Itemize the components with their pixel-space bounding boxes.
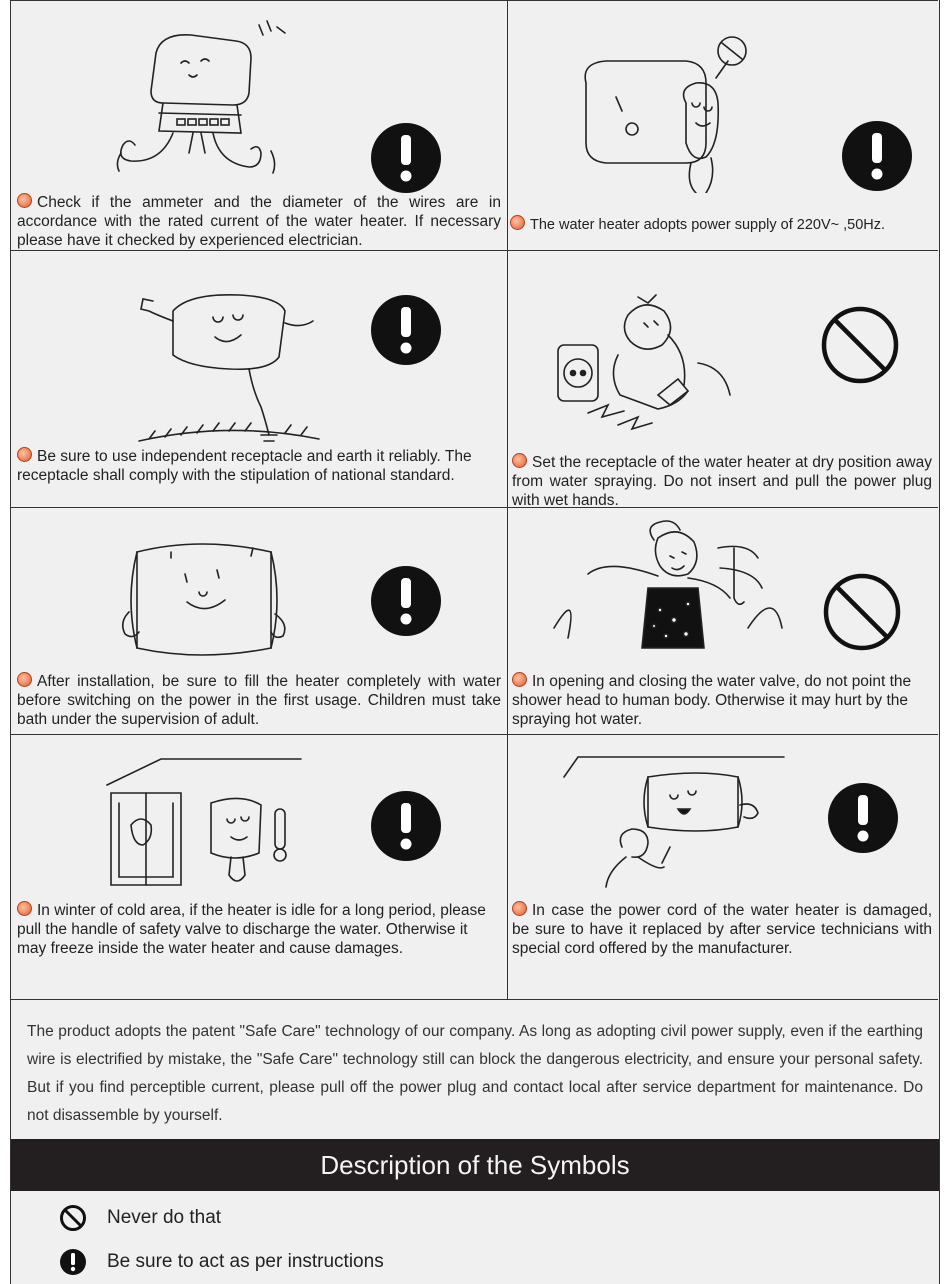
- symbols-section-title: Description of the Symbols: [11, 1139, 939, 1191]
- prohibited-icon: [59, 1204, 87, 1232]
- safety-cell-shower: [508, 508, 938, 735]
- safety-caption: Check if the ammeter and the diameter of the wires are in accordance with the rated current of the water heater. If necessary please have it checked by experienced electrician.: [17, 194, 501, 249]
- heater-earth-illustration: [129, 271, 329, 451]
- prohibited-icon: [822, 572, 902, 652]
- bullet-icon: [17, 901, 32, 916]
- safe-care-notice: The product adopts the patent "Safe Care" technology of our company. As long as adopting civil power supply, even if the earthing wire is electrified by mistake, the "Safe Care" technology still can block the dangerous electricity, and ensure your personal safety. But if you find perceptible current, please pull off the power plug and contact local after service department for maintenance. Do not disassemble by yourself.: [27, 1022, 923, 1124]
- bullet-icon: [512, 901, 527, 916]
- safety-caption: In case the power cord of the water heater is damaged, be sure to have it replaced by after service technicians with special cord offered by the manufacturer.: [512, 902, 932, 957]
- mandatory-icon: [369, 121, 443, 195]
- safety-caption: The water heater adopts power supply of 220V~ ,50Hz.: [510, 215, 932, 235]
- bullet-icon: [512, 453, 527, 468]
- shower-woman-illustration: [548, 518, 788, 668]
- safety-cell-earth: [11, 251, 508, 508]
- manual-page: [10, 0, 940, 1284]
- prohibited-icon: [820, 305, 900, 385]
- bullet-icon: [17, 672, 32, 687]
- safety-cell-wet-hands: [508, 251, 938, 508]
- safety-cell-ammeter: [11, 1, 508, 251]
- heater-plug-illustration: [566, 33, 756, 193]
- mandatory-icon: [826, 781, 900, 855]
- bullet-icon: [17, 447, 32, 462]
- heater-cord-illustration: [558, 747, 798, 897]
- heater-wires-illustration: [101, 13, 301, 181]
- legend-item-mandatory: [59, 1248, 384, 1276]
- mandatory-icon: [59, 1248, 87, 1276]
- legend-label: Be sure to act as per instructions: [107, 1251, 384, 1272]
- mandatory-icon: [840, 119, 914, 193]
- mandatory-icon: [369, 789, 443, 863]
- safety-cell-power-supply: [508, 1, 938, 251]
- legend-item-prohibited: [59, 1204, 221, 1232]
- mandatory-icon: [369, 293, 443, 367]
- mandatory-icon: [369, 564, 443, 638]
- safety-cell-power-cord: [508, 735, 938, 1000]
- safety-caption: After installation, be sure to fill the heater completely with water before switching on the power in the first usage. Children must take bath under the supervision of adult.: [17, 673, 501, 728]
- bullet-icon: [17, 193, 32, 208]
- bullet-icon: [512, 672, 527, 687]
- safety-cell-fill-water: [11, 508, 508, 735]
- safety-caption: Be sure to use independent receptacle and earth it reliably. The receptacle shall comply with the stipulation of national standard.: [17, 448, 472, 484]
- safety-caption: In opening and closing the water valve, do not point the shower head to human body. Otherwise it may hurt by the spraying hot water.: [512, 673, 912, 728]
- safety-caption: In winter of cold area, if the heater is idle for a long period, please pull the handle of safety valve to discharge the water. Otherwise it may freeze inside the water heater and cause damages.: [17, 902, 486, 957]
- safety-caption: Set the receptacle of the water heater at dry position away from water spraying. Do not insert and pull the power plug with wet hands.: [512, 454, 932, 509]
- bullet-icon: [510, 215, 525, 230]
- legend-label: Never do that: [107, 1207, 222, 1228]
- heater-smile-illustration: [111, 522, 301, 672]
- safety-cell-winter: [11, 735, 508, 1000]
- socket-shock-illustration: [548, 275, 738, 445]
- safety-grid: [11, 0, 938, 1000]
- winter-window-illustration: [101, 753, 311, 903]
